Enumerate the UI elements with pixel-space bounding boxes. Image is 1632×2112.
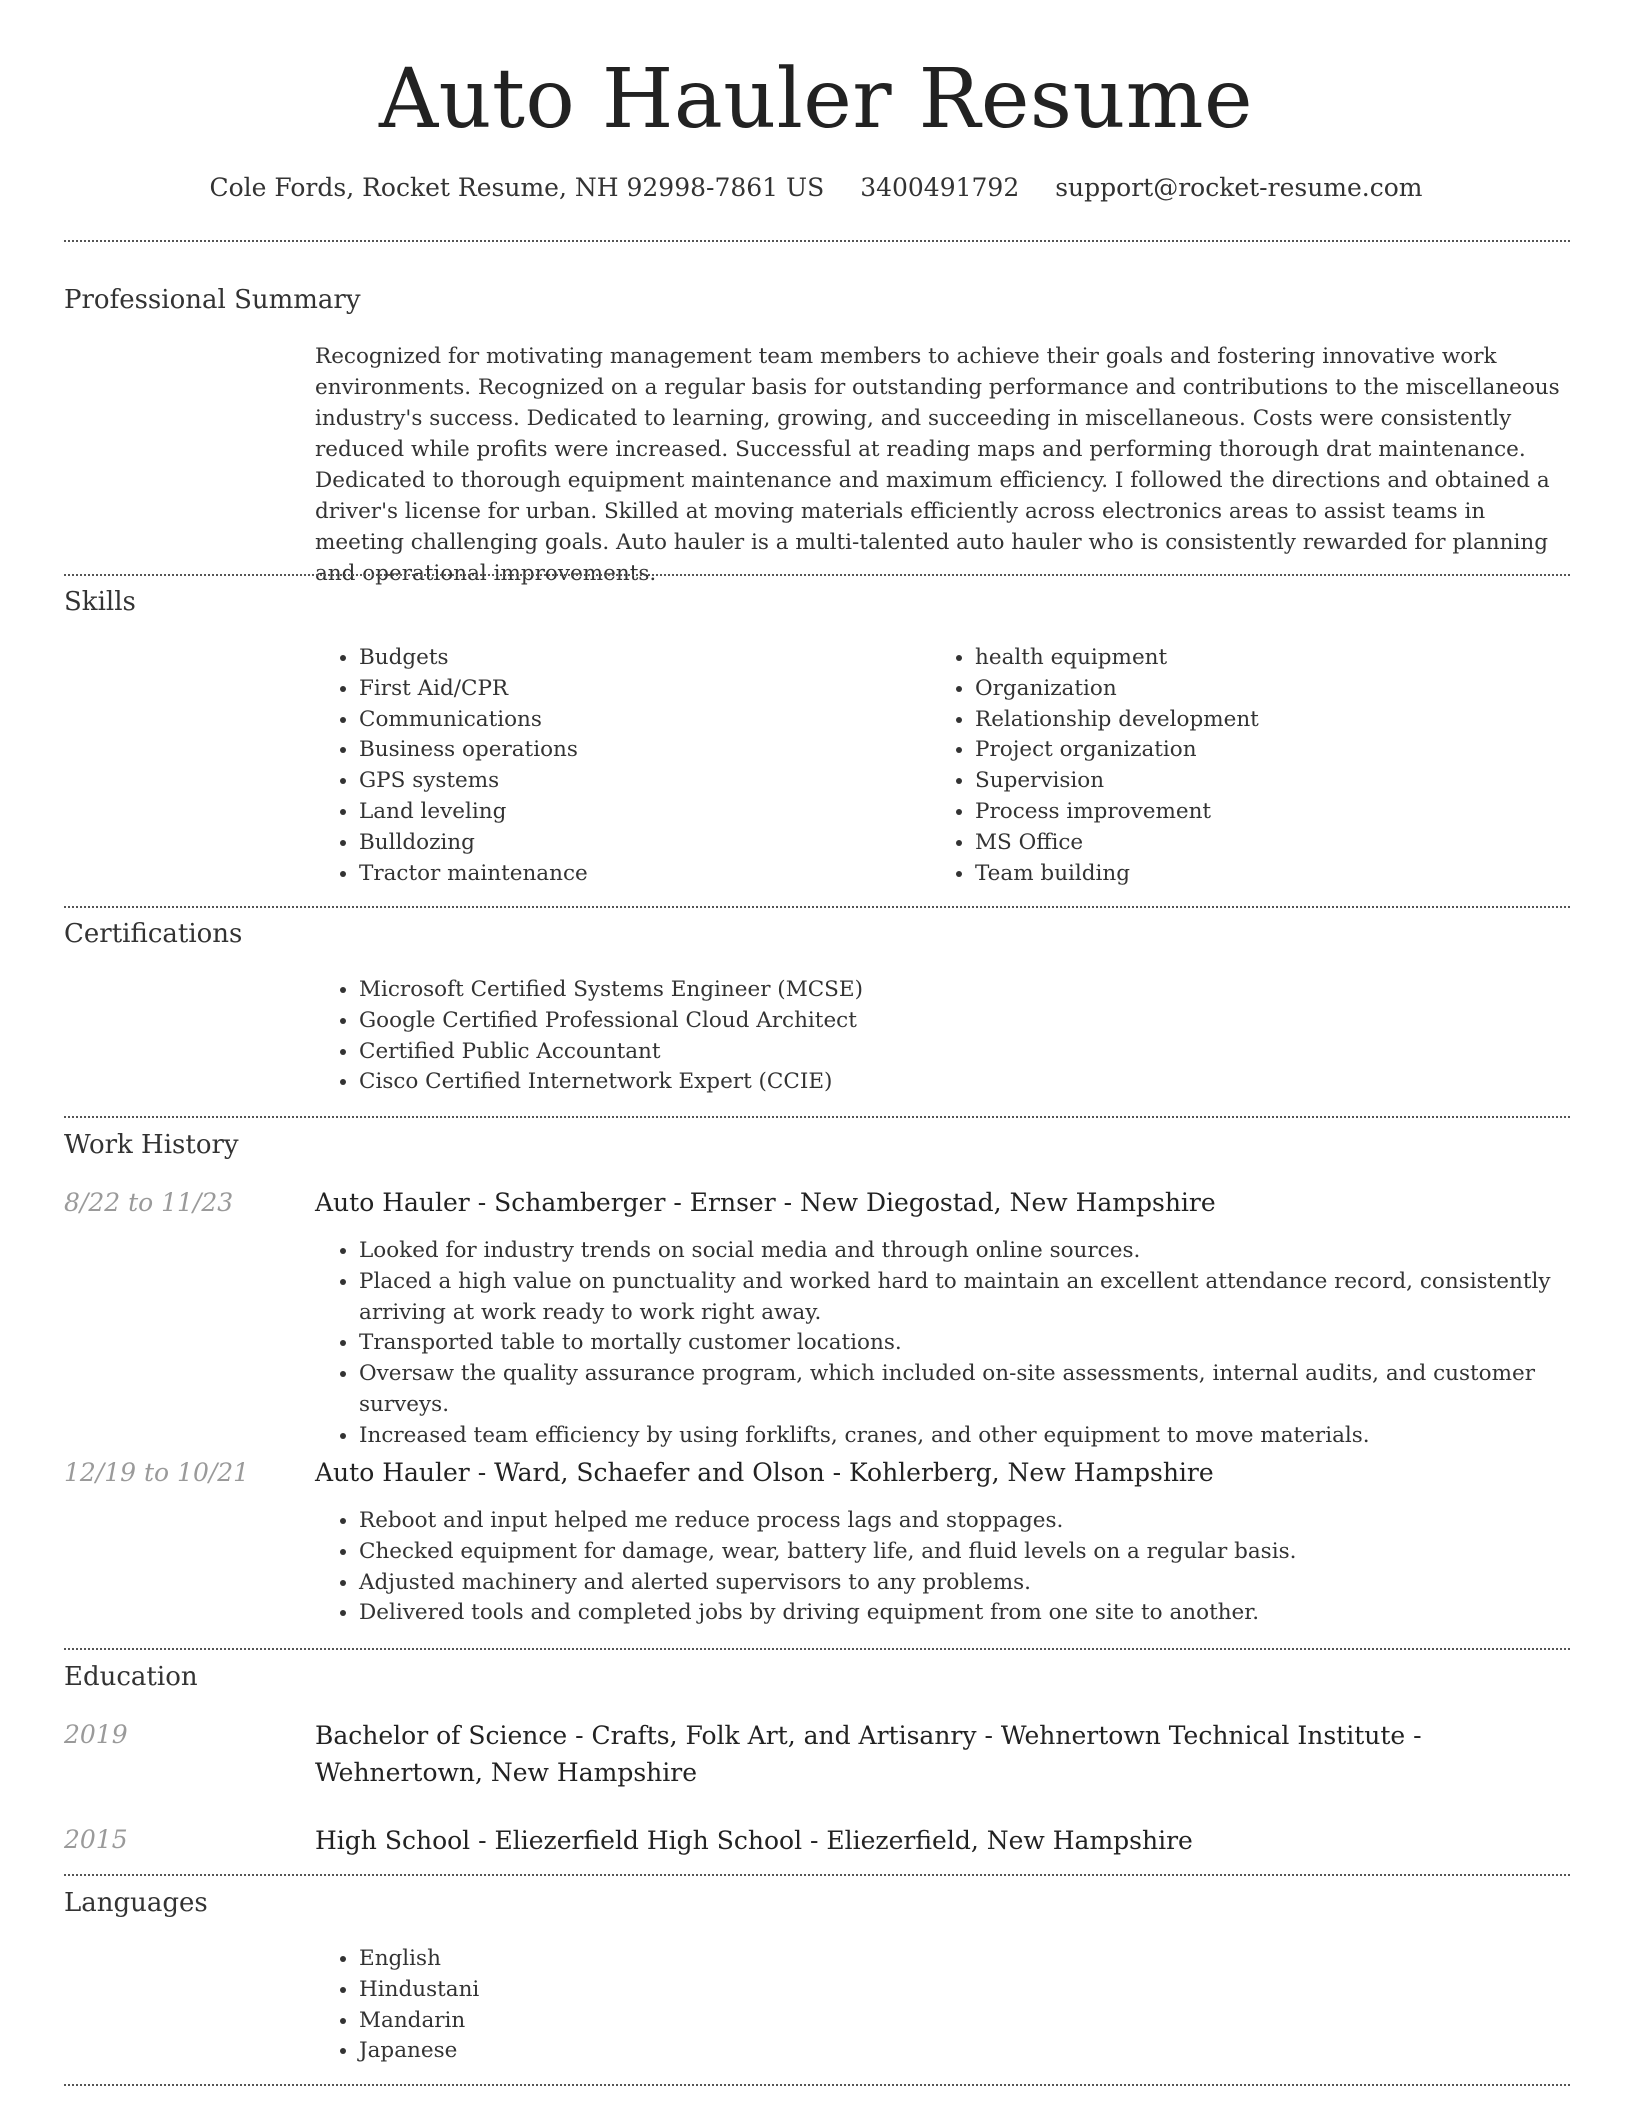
section-title-certifications: Certifications — [64, 919, 243, 949]
list-item: • Placed a high value on punctuality and worked hard to maintain an excellent attendance record, consistently arriving at work ready to work right away. — [359, 1267, 1589, 1329]
list-item: • Delivered tools and completed jobs by driving equipment from one site to another. — [359, 1598, 1589, 1629]
list-item: • Adjusted machinery and alerted supervisors to any problems. — [359, 1568, 1589, 1599]
job-bullets — [315, 1506, 1589, 1629]
contact-line — [0, 170, 1632, 206]
list-item: • Google Certified Professional Cloud Architect — [359, 1006, 1559, 1037]
list-item: • Microsoft Certified Systems Engineer (MCSE) — [359, 975, 1559, 1006]
list-item: • Bulldozing — [359, 828, 919, 859]
section-title-education: Education — [64, 1662, 198, 1692]
list-item: • Oversaw the quality assurance program, which included on-site assessments, internal audits, and customer surveys. — [359, 1359, 1589, 1421]
section-title-summary: Professional Summary — [64, 285, 361, 315]
list-item: • Hindustani — [359, 1975, 1159, 2006]
list-item: • Reboot and input helped me reduce process lags and stoppages. — [359, 1506, 1589, 1537]
contact-address: Cole Fords, Rocket Resume, NH 92998-7861 US — [209, 173, 825, 202]
education-entry: High School - Eliezerfield High School - Eliezerfield, New Hampshire — [315, 1826, 1193, 1855]
list-item: • Budgets — [359, 643, 919, 674]
list-item: • Certified Public Accountant — [359, 1037, 1559, 1068]
list-item: • Business operations — [359, 735, 919, 766]
divider — [64, 1874, 1570, 1876]
divider — [64, 906, 1570, 908]
education-entry: Bachelor of Science - Crafts, Folk Art, and Artisanry - Wehnertown Technical Institute - Wehnertown, New Hampshire — [315, 1721, 1422, 1787]
list-item: • Process improvement — [975, 797, 1575, 828]
skills-list-left — [315, 643, 919, 889]
list-item: • Looked for industry trends on social media and through online sources. — [359, 1236, 1589, 1267]
list-item: • Transported table to mortally customer locations. — [359, 1328, 1589, 1359]
list-item: • Organization — [975, 674, 1575, 705]
list-item: • Land leveling — [359, 797, 919, 828]
list-item: • Increased team efficiency by using forklifts, cranes, and other equipment to move materials. — [359, 1421, 1589, 1452]
list-item: • MS Office — [975, 828, 1575, 859]
list-item: • Team building — [975, 859, 1575, 890]
section-title-work: Work History — [64, 1130, 239, 1160]
list-item: • Communications — [359, 705, 919, 736]
list-item: • Cisco Certified Internetwork Expert (CCIE) — [359, 1067, 1559, 1098]
job-dates: 12/19 to 10/21 — [64, 1458, 250, 1487]
list-item: • Relationship development — [975, 705, 1575, 736]
list-item: • Japanese — [359, 2036, 1159, 2067]
list-item: • Mandarin — [359, 2006, 1159, 2037]
section-title-languages: Languages — [64, 1888, 208, 1918]
job-dates: 8/22 to 11/23 — [64, 1188, 234, 1217]
job-bullets — [315, 1236, 1589, 1452]
job-title: Auto Hauler - Ward, Schaefer and Olson - Kohlerberg, New Hampshire — [315, 1458, 1214, 1487]
contact-phone: 3400491792 — [860, 173, 1020, 202]
summary-text: Recognized for motivating management team members to achieve their goals and fostering innovative work environments. Recognized on a regular basis for outstanding performance and contributions to the miscellaneous industry's success. Dedicated to learning, growing, and succeeding in miscellaneous. Costs were consistently reduced while profits were increased. Successful at reading maps and performing thorough drat maintenance. Dedicated to thorough equipment maintenance and maximum efficiency. I followed the directions and obtained a driver's license for urban. Skilled at moving materials efficiently across electronics areas to assist teams in meeting challenging goals. Auto hauler is a multi-talented auto hauler who is consistently rewarded for planning and operational improvements. — [315, 344, 1560, 586]
education-year: 2019 — [64, 1720, 128, 1749]
divider — [64, 240, 1570, 242]
certifications-list — [315, 975, 1559, 1098]
resume-name: Auto Hauler Resume — [378, 52, 1254, 147]
skills-list-right — [931, 643, 1575, 889]
divider — [64, 1116, 1570, 1118]
languages-list — [315, 1944, 1159, 2067]
list-item: • health equipment — [975, 643, 1575, 674]
list-item: • English — [359, 1944, 1159, 1975]
section-title-skills: Skills — [64, 587, 136, 617]
divider — [64, 1648, 1570, 1650]
education-year: 2015 — [64, 1825, 128, 1854]
list-item: • First Aid/CPR — [359, 674, 919, 705]
list-item: • Supervision — [975, 766, 1575, 797]
list-item: • Checked equipment for damage, wear, battery life, and fluid levels on a regular basis. — [359, 1537, 1589, 1568]
list-item: • Project organization — [975, 735, 1575, 766]
list-item: • GPS systems — [359, 766, 919, 797]
contact-email: support@rocket-resume.com — [1055, 173, 1423, 202]
divider — [64, 2084, 1570, 2086]
divider — [64, 574, 1570, 576]
list-item: • Tractor maintenance — [359, 859, 919, 890]
job-title: Auto Hauler - Schamberger - Ernser - New Diegostad, New Hampshire — [315, 1188, 1216, 1217]
